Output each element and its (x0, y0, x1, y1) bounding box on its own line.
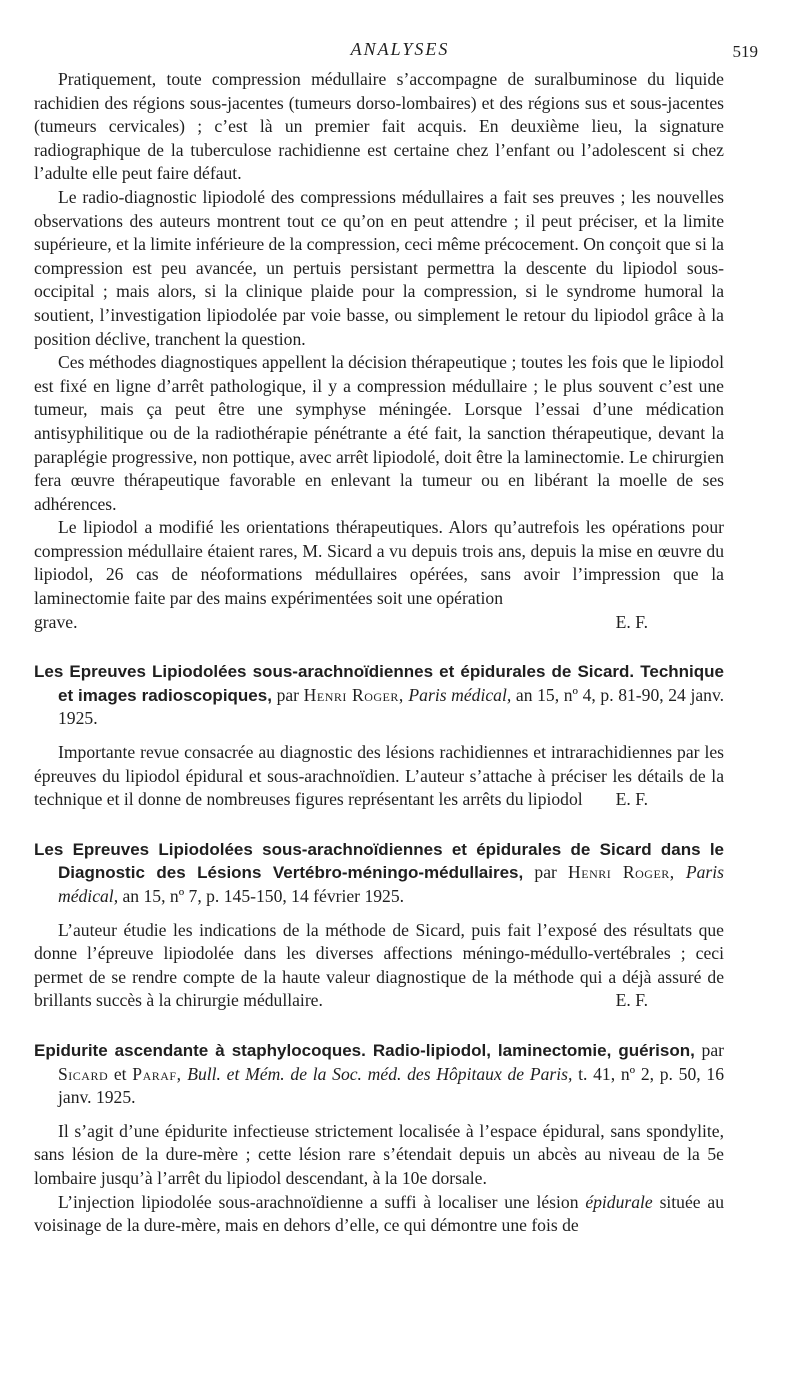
review-journal: Paris médical, (58, 862, 725, 906)
author-prefix: par (701, 1039, 725, 1060)
review-entry (34, 660, 724, 812)
signature: E. F. (615, 789, 648, 810)
review-title: Les Epreuves Lipiodolées sous-arachnoïdiennes et épidurales de Sicard dans le Diagnostic des Lésions Vertébro-méningo-médullaires, (34, 839, 724, 883)
review-details: an 15, nº 4, p. 81-90, 24 janv. 1925. (58, 684, 725, 729)
review-title: Epidurite ascendante à staphylocoques. Radio-lipiodol, laminectomie, guérison, (34, 1040, 695, 1060)
review-journal: Paris médical, (408, 684, 512, 705)
review-text-start: L’injection lipiodolée sous-arachnoïdienne a suffi à localiser une lésion (58, 1191, 579, 1212)
review-text: Il s’agit d’une épidurite infectieuse strictement localisée à l’espace épidural, sans spondylite, sans lésion de la dure-mère ; cette lésion rare s’étendait depuis un abcès au niveau de la 5e lombaire jusqu’à l’arrêt du lipiodol descendant, à la 10e dorsale. (34, 1120, 724, 1188)
intro-review (34, 68, 724, 634)
emphasis: épidurale (585, 1191, 653, 1212)
page-number: 519 (732, 42, 758, 61)
review-text (34, 919, 724, 1013)
review-author: Paraf, (132, 1063, 182, 1084)
running-header (0, 38, 800, 62)
review-text (34, 741, 724, 812)
review-author: Henri Roger, (303, 684, 404, 705)
author-prefix: par (534, 862, 557, 883)
last-word: grave. (34, 611, 78, 632)
review-entry (34, 838, 724, 1013)
review-text-end: située au voisinage de la dure-mère, mais en dehors d’elle, ce qui démontre une fois de (34, 1191, 725, 1236)
paragraph: Pratiquement, toute compression médullaire s’accompagne de suralbuminose du liquide rachidien des régions sous-jacentes (tumeurs dorso-lombaires) et des régions sus et sous-jacentes (tumeurs cervicales) ; c’est là un premier fait acquis. En deuxième lieu, la signature radiographique de la tuberculose rachidienne est certaine chez l’enfant ou l’adolescent si chez l’adulte elle peut faire défaut. (34, 69, 724, 184)
review-journal: Bull. et Mém. de la Soc. méd. des Hôpitaux de Paris, (187, 1063, 573, 1084)
running-title: ANALYSES (350, 39, 450, 59)
author-prefix: par (276, 684, 300, 705)
review-details: an 15, nº 7, p. 145-150, 14 février 1925. (122, 886, 405, 906)
review-text-body: Importante revue consacrée au diagnostic des lésions rachidiennes et intrarachidiennes par les épreuves du lipiodol épidural et sous-arachnoïdien. L’auteur s’attache à préciser les détails de la technique et il donne de nombreuses figures représentant les arrêts du lipiodol (34, 742, 724, 810)
review-details: t. 41, nº 2, p. 50, 16 janv. 1925. (58, 1063, 724, 1108)
author-conjunction: et (113, 1063, 127, 1084)
paragraph: Le radio-diagnostic lipiodolé des compressions médullaires a fait ses preuves ; les nouvelles observations des auteurs montrent tout ce qu’on en peut attendre ; il peut préciser, et la limite supérieure, et la limite inférieure de la compression, ceci même précocement. On conçoit que si la compression est peu avancée, un pertuis persistant permettra la descente du lipiodol sous-occipital ; mais alors, si la clinique plaide pour la compression, si le syndrome humoral la soutient, l’investigation lipiodolée par voie basse, ou simplement le retour du lipiodol grâce à la position déclive, tranchent la question. (34, 186, 724, 349)
review-text (34, 1191, 724, 1238)
signature: E. F. (615, 990, 648, 1011)
review-heading (34, 1039, 724, 1110)
review-heading (34, 660, 724, 731)
page-body (34, 68, 724, 1238)
paragraph: Le lipiodol a modifié les orientations thérapeutiques. Alors qu’autrefois les opérations pour compression médullaire étaient rares, M. Sicard a vu depuis trois ans, depuis la mise en œuvre du lipiodol, 26 cas de néoformations médullaires opérées, sans avoir l’impression que la laminectomie faite par des mains expérimentées soit une opération (34, 517, 724, 609)
review-text-body: L’auteur étudie les indications de la méthode de Sicard, puis fait l’exposé des résultats que donne l’épreuve lipiodolée dans les diverses affections méningo-médullo-vertébrales ; ceci permet de se rendre compte de la haute valeur diagnostique de la méthode qui a déjà assuré de brillants succès à la chirurgie médullaire. (34, 919, 724, 1011)
review-heading (34, 838, 724, 909)
signature: E. F. (615, 611, 648, 632)
signature-line (34, 611, 724, 635)
paragraph: Ces méthodes diagnostiques appellent la décision thérapeutique ; toutes les fois que le lipiodol est fixé en ligne d’arrêt pathologique, il y a compression médullaire ; le plus souvent c’est une tumeur, mais ça peut être une symphyse méningée. Lorsque l’essai d’une médication antisyphilitique ou de la radiothérapie pénétrante a été fait, la sanction thérapeutique, devant la paraplégie progressive, non pottique, avec arrêt lipiodolé, doit être la laminectomie. Le chirurgien fera œuvre thérapeutique favorable en enlevant la tumeur ou en libérant la moelle de ses adhérences. (34, 352, 724, 514)
review-author: Sicard (58, 1063, 109, 1084)
review-author: Henri Roger, (568, 862, 675, 883)
review-entry (34, 1039, 724, 1238)
review-title: Les Epreuves Lipiodolées sous-arachnoïdiennes et épidurales de Sicard. Technique et images radioscopiques, (34, 662, 724, 705)
